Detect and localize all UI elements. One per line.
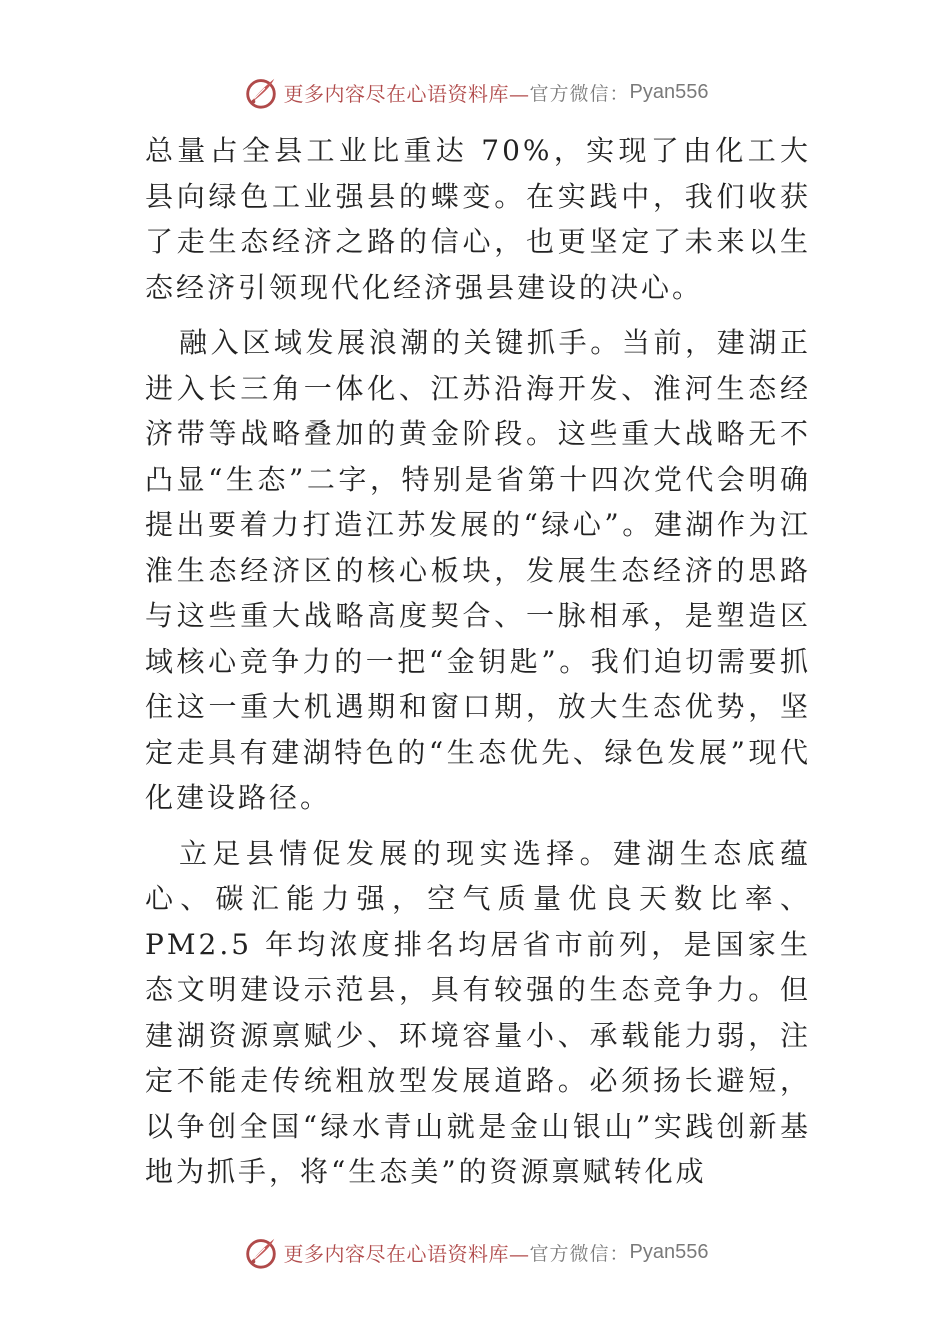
footer-watermark-banner (0, 1232, 950, 1272)
banner-wechat-label: 官方微信： (529, 82, 630, 105)
banner-wechat-id: Pyan556 (629, 80, 709, 103)
document-body (145, 128, 811, 1205)
quill-logo-icon (242, 1233, 280, 1271)
quill-logo-icon (242, 73, 280, 111)
paragraph-regional-development: 融入区域发展浪潮的关键抓手。当前，建湖正进入长三角一体化、江苏沿海开发、淮河生态经济带等战略叠加的黄金阶段。这些重大战略无不凸显“生态”二字，特别是省第十四次党代会明确提出要着力打造江苏发展的“绿心”。建湖作为江淮生态经济区的核心板块，发展生态经济的思路与这些重大战略高度契合、一脉相承，是塑造区域核心竞争力的一把“金钥匙”。我们迫切需要抓住这一重大机遇期和窗口期，放大生态优势，坚定走具有建湖特色的“生态优先、绿色发展”现代化建设路径。 (145, 326, 811, 814)
banner-wechat-label: 官方微信： (529, 1242, 630, 1265)
banner-wechat-id: Pyan556 (629, 1240, 709, 1263)
paragraph-continuation: 总量占全县工业比重达 70%，实现了由化工大县向绿色工业强县的蝶变。在实践中，我们收获了走生态经济之路的信心，也更坚定了未来以生态经济引领现代化经济强县建设的决心。 (145, 134, 811, 304)
banner-text: 更多内容尽在心语资料库— (283, 81, 530, 106)
header-watermark-banner (0, 72, 950, 112)
banner-text: 更多内容尽在心语资料库— (283, 1241, 530, 1266)
paragraph-county-conditions: 立足县情促发展的现实选择。建湖生态底蕴心、碳汇能力强，空气质量优良天数比率、PM2.5 年均浓度排名均居省市前列，是国家生态文明建设示范县，具有较强的生态竞争力。但建湖资源禀赋少、环境容量小、承载能力弱，注定不能走传统粗放型发展道路。必须扬长避短，以争创全国“绿水青山就是金山银山”实践创新基地为抓手，将“生态美”的资源禀赋转化成 (145, 836, 811, 1188)
